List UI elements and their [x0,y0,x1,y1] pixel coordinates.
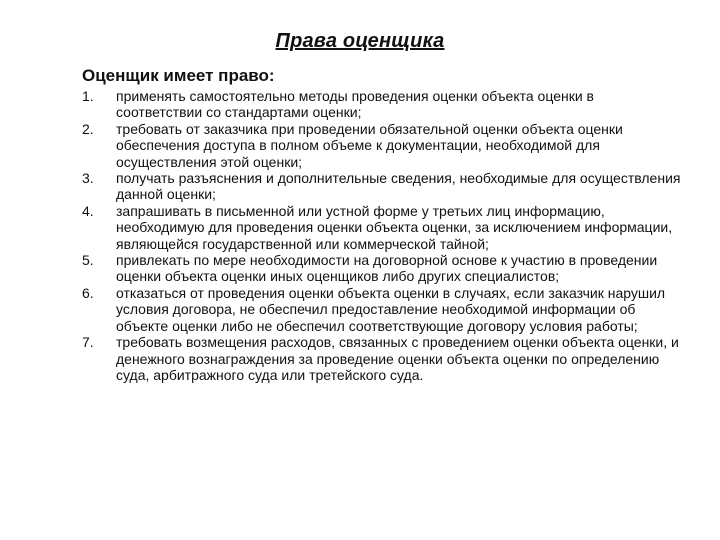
list-item [82,203,682,252]
subtitle: Оценщик имеет право: [82,66,275,85]
item-number: 1. [82,88,94,104]
item-text: требовать от заказчика при проведении обязательной оценки объекта оценки обеспечения доступа в полном объеме к документации, необходимой для осуществления этой оценки; [116,120,623,170]
item-number: 5. [82,252,94,269]
item-text: применять самостоятельно методы проведения оценки объекта оценки в соответствии со стандартами оценки; [116,88,594,121]
list-item [82,285,682,334]
list-item [82,170,682,203]
item-number: 4. [82,202,94,219]
item-number: 6. [82,284,94,301]
item-text: получать разъяснения и дополнительные сведения, необходимые для осуществления данной оценки; [116,170,681,203]
item-text: запрашивать в письменной или устной форме у третьих лиц информацию, необходимую для проведения оценки объекта оценки, за исключением информации, являющейся государственной или коммерческой тайной; [116,202,673,252]
list-item [82,88,682,121]
item-number: 2. [82,120,94,137]
item-number: 7. [82,334,94,351]
rights-list [82,88,682,383]
item-text: привлекать по мере необходимости на договорной основе к участию в проведении оценки объекта оценки иных оценщиков либо других специалистов; [116,252,658,285]
page-title: Права оценщика [275,30,445,52]
list-item [82,252,682,285]
list-item [82,121,682,170]
item-text: требовать возмещения расходов, связанных с проведением оценки объекта оценки, и денежного вознаграждения за проведение оценки объекта оценки по определению суда, арбитражного суда или третейского суда. [116,334,679,383]
item-number: 3. [82,170,94,187]
list-item [82,334,682,383]
item-text: отказаться от проведения оценки объекта оценки в случаях, если заказчик нарушил условия договора, не обеспечил предоставление необходимой информации об объекте оценки либо не обеспечил соответствующие договору условия работы; [116,284,666,334]
